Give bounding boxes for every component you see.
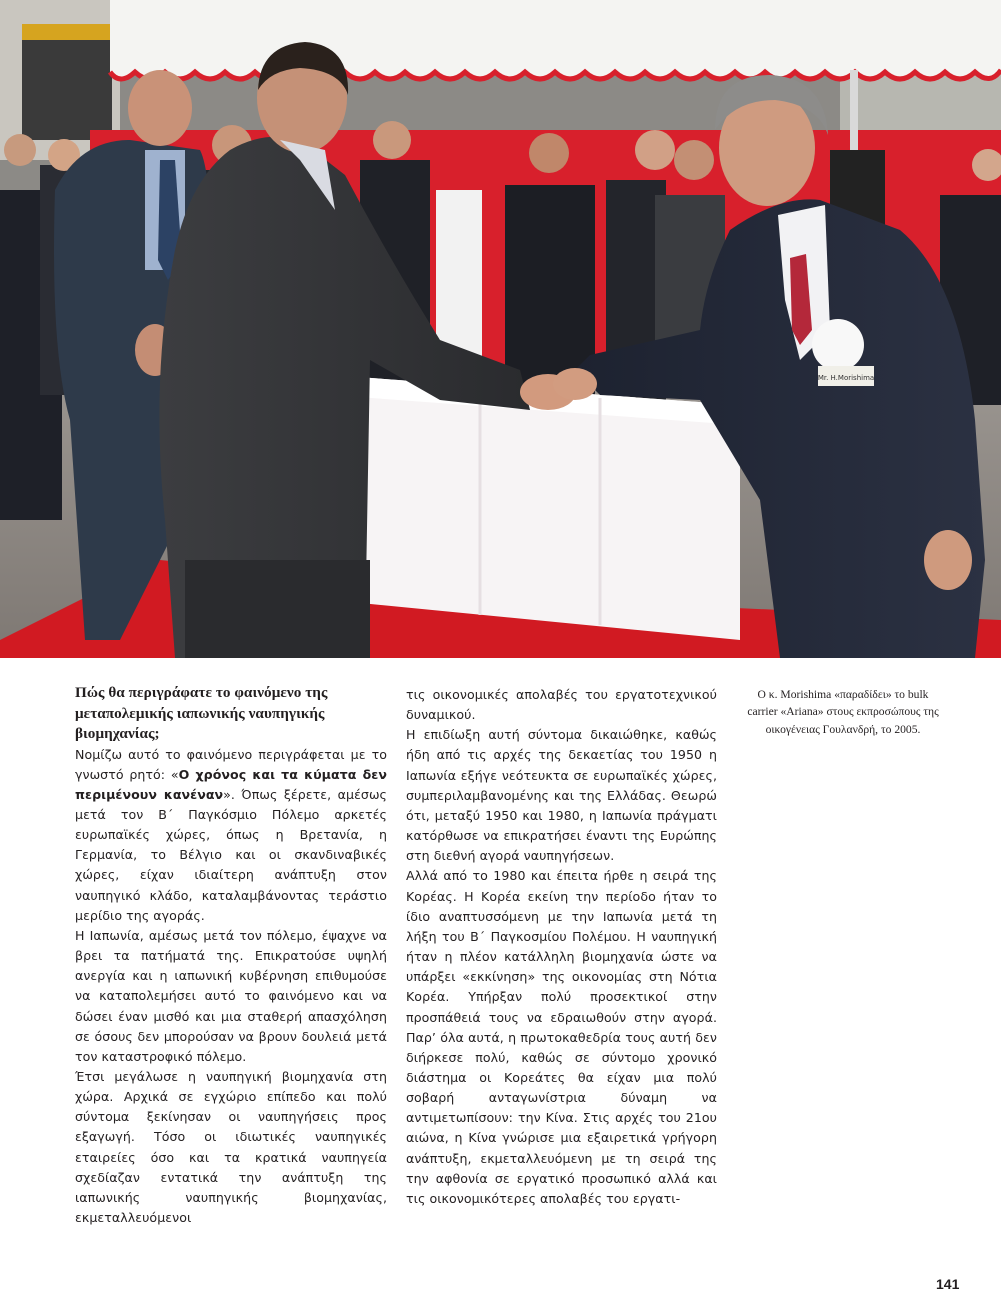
- paragraph: Η Ιαπωνία, αμέσως μετά τον πόλεμο, έψαχνε να βρει τα πατήματά της. Επικρατούσε υψηλή ανεργία και η ιαπωνική κυβέρνηση επιθυμούσε να καταπολεμήσει αυτό το φαινόμενο και να δώσει έναν μισθό και μια σταθερή απασχόληση σε όσους δεν μπορούσαν να βρουν δουλειά μετά τον καταστροφικό πόλεμο.: [75, 927, 387, 1064]
- paragraph: [75, 745, 387, 926]
- tent-canopy: [110, 0, 1001, 79]
- badge-rosette: [812, 319, 864, 371]
- doorway: [22, 40, 112, 140]
- article-column-1: [75, 683, 387, 1228]
- paragraph-text: Νομίζω αυτό το φαινόμενο περιγράφεται με το γνωστό ρητό: «: [75, 746, 387, 782]
- white-table: [330, 375, 740, 640]
- quote-bold: Ο χρόνος και τα κύματα δεν περιμένουν κανέναν: [75, 766, 387, 802]
- paragraph: Η επιδίωξη αυτή σύντομα δικαιώθηκε, καθώς ήδη από τις αρχές της δεκαετίας του 1950 η Ιαπωνία εξήγε νεότευκτα σε ευρωπαϊκές χώρες, συμπεριλαμβανομένης και της Ελλάδας. Θεωρώ ότι, μεταξύ 1950 και 1980, η Ιαπωνία πράγματι κατόρθωσε να επικρατήσει έναντι της Ευρώπης στη διεθνή αγορά ναυπηγήσεων.: [406, 727, 717, 864]
- article-column-2: [406, 685, 717, 1209]
- page-number: 141: [936, 1276, 960, 1292]
- interview-question: Πώς θα περιγράφατε το φαινόμενο της μεταπολεμικής ιαπωνικής ναυπηγικής βιομηχανίας;: [75, 684, 328, 742]
- paragraph: τις οικονομικές απολαβές του εργατοτεχνικού δυναμικού.: [406, 687, 717, 723]
- paragraph-text: ». Όπως ξέρετε, αμέσως μετά τον Β΄ Παγκόσμιο Πόλεμο αρκετές ευρωπαϊκές χώρες, όπως η Βρετανία, η Γερμανία, το Βέλγιο και οι σκανδιναβικές χώρες, είχαν ιδιαίτερη ανάπτυξη στον ναυπηγικό κλάδο, καταλαμβάνοντας τεράστιο μερίδιο της αγοράς.: [75, 786, 388, 923]
- photo-caption: Ο κ. Morishima «παραδίδει» το bulk carrier «Ariana» στους εκπροσώπους της οικογένειας Γουλανδρή, το 2005.: [747, 688, 939, 736]
- badge-text: Mr. H.Morishima: [817, 374, 875, 382]
- paragraph: Αλλά από το 1980 και έπειτα ήρθε η σειρά της Κορέας. Η Κορέα εκείνη την περίοδο ήταν το ίδιο αναπτυσσόμενη με την Ιαπωνία μετά τη λήξη του Β΄ Παγκοσμίου Πολέμου. Η ναυπηγική ήταν η πλέον κατάλληλη βιομηχανία ώστε να υπάρξει «εκκίνηση» της οικονομίας στη Νότια Κορέα. Υπήρξαν πολύ προσεκτικοί στην προσπάθειά τους να εδραιωθούν στην αγορά. Παρ’ όλα αυτά, η πρωτοκαθεδρία τους αυτή δεν διήρκεσε πολύ, καθώς σε σύντομο χρονικό διάστημα οι Κορεάτες θα είχαν μια πολύ σοβαρή ανταγωνίστρια δύναμη να αντιμετωπίσουν: την Κίνα. Στις αρχές του 21ου αιώνα, η Κίνα γνώρισε μια εξαιρετικά γρήγορη ανάπτυξη, εκμεταλλευόμενη με τη σειρά της την αφθονία σε εργατικό προσωπικό αλλά και τις οικονομικότερες απολαβές του εργατι-: [406, 868, 717, 1206]
- paragraph: Έτσι μεγάλωσε η ναυπηγική βιομηχανία στη χώρα. Αρχικά σε εγχώριο επίπεδο και πολύ σύντομα ξεκίνησαν οι ναυπηγήσεις προς εξαγωγή. Τόσο οι ιδιωτικές ναυπηγικές εταιρείες όσο και τα κρατικά ναυπηγεία σχεδίαζαν εντατικά την ανάπτυξη της ιαπωνικής ναυπηγικής βιομηχανίας, εκμεταλλευόμενοι: [75, 1069, 387, 1226]
- hazard-stripe: [22, 24, 112, 40]
